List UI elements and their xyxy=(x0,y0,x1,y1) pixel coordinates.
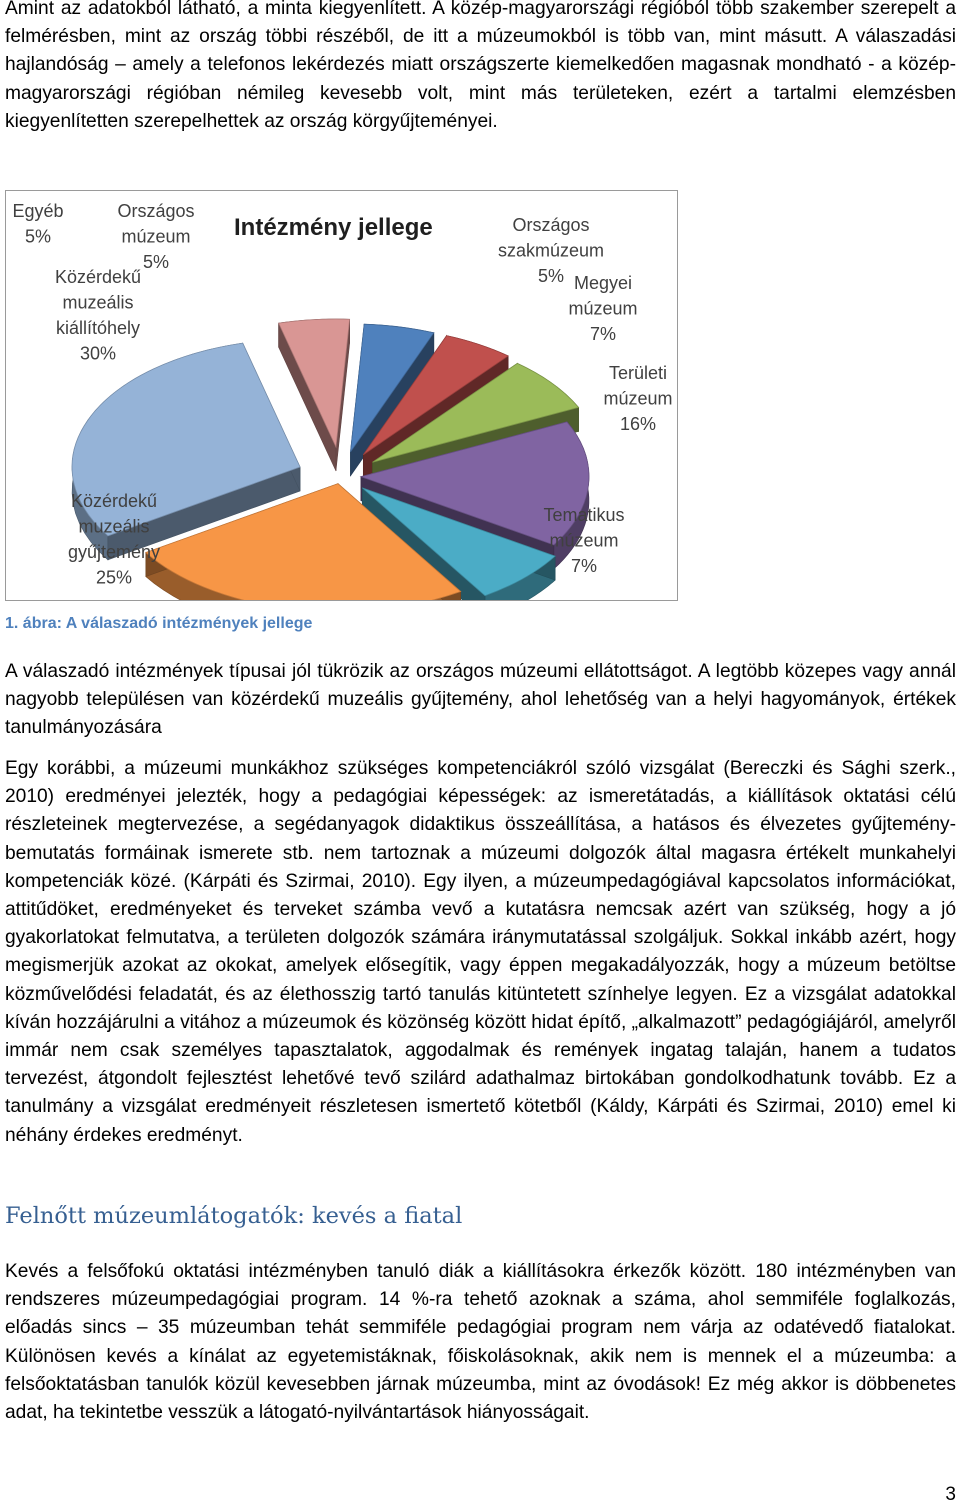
pie-slice-label: Tematikus múzeum 7% xyxy=(543,505,625,576)
section-heading: Felnőtt múzeumlátogatók: kevés a fiatal xyxy=(5,1203,463,1229)
pie-slice-label: Országos szakmúzeum 5% xyxy=(497,215,605,286)
pie-slice-label: Megyei múzeum 7% xyxy=(568,273,638,344)
intro-paragraph: Amint az adatokból látható, a minta kiegyenlített. A közép-magyarországi régióból több szakember szerepelt a felmérésben, mint az ország többi részéből, de itt a múzeumokból is több van, mint másutt. A válaszadási hajlandóság – amely a telefonos lekérdezés miatt országszerte kiemelkedően magasnak mondható - a közép-magyarországi régióban némileg kevesebb volt, mint más területeken, ezért a tartalmi elemzésben kiegyenlítetten szerepelhettek az ország körgyűjteményei. xyxy=(5,0,956,132)
pie-slice-label: Közérdekű muzeális kiállítóhely 30% xyxy=(54,267,142,364)
pie-chart xyxy=(6,191,677,600)
institution-types-paragraph: A válaszadó intézmények típusai jól tükrözik az országos múzeumi ellátottságot. A legtöbb közepes vagy annál nagyobb településen van közérdekű muzeális gyűjtemény, ahol lehetőség van a helyi hagyományok, értékek tanulmányozására xyxy=(5,661,956,739)
pie-slice-label: Országos múzeum 5% xyxy=(117,201,195,272)
competency-paragraph: Egy korábbi, a múzeumi munkákhoz szükséges kompetenciákról szóló vizsgálat (Bereczki és Sághi szerk., 2010) eredményei jelezték, hogy a pedagógiai képességek: az ismeretátadás, a kiállítások oktatási célú részleteinek megtervezése, a segédanyagok didaktikus összeállítása, a hatásos és élvezetes gyűjtemény-bemutatás formáinak ismerete stb. nem tartoznak a múzeumi dolgozók által magasra értékelt munkahelyi kompetenciák közé. (Kárpáti és Szirmai, 2010). Egy ilyen, a múzeumpedagógiával kapcsolatos információkat, attitűdöket, eredményeket és terveket számba vevő a kutatásra nemcsak azért van szükség, hogy a jó gyakorlatokat felmutatva, a területen dolgozók számára iránymutatással szolgáljuk. Sokkal inkább azért, hogy megismerjük azokat az okokat, amelyek elősegítik, vagy éppen megakadályozzák, hogy a múzeum betöltse közművelődési feladatát, és az élethosszig tartó tanulás kitüntetett színhelye legyen. Ez a vizsgálat adatokkal kíván hozzájárulni a vitához a múzeumok és közönség között hidat építő, „alkalmazott” pedagógiájáról, amelyről immár nem csak személyes tapasztalatok, aggodalmak és remények ingatag talaján, hanem a tudatos tervezést, átgondolt fejlesztést lehetővé tevő szilárd adathalmaz birtokában gondolkodhatunk tovább. Ez a tanulmány a vizsgálat eredményeit részletesen ismertető kötetből (Káldy, Kárpáti és Szirmai, 2010) emel ki néhány érdekes eredményt. xyxy=(5,758,956,1146)
young-visitors-paragraph: Kevés a felsőfokú oktatási intézményben tanuló diák a kiállításokra érkezők között. 180 intézményben van rendszeres múzeumpedagógiai program. 14 %-ra tehető azoknak a száma, ahol semmiféle foglalkozás, előadás sincs – 35 múzeumban tehát semmiféle pedagógiai program nem várja az odatévedő fiatalokat. Különösen kevés a kínálat az egyetemistáknak, főiskolásoknak, akik nem is mennek el a múzeumba: a felsőoktatásban tanulók közül kevesebben járnak múzeumba, mint az óvodások! Ez még akkor is döbbenetes adat, ha tekintetbe vesszük a látogató-nyilvántartások hiányosságait. xyxy=(5,1261,956,1424)
chart-title: Intézmény jellege xyxy=(234,214,433,241)
pie-slice-label: Területi múzeum 16% xyxy=(603,363,673,434)
pie-slice-label: Közérdekű muzeális gyűjtemény 25% xyxy=(67,491,161,588)
pie-chart-figure xyxy=(5,190,678,601)
page-number: 3 xyxy=(945,1484,956,1505)
figure-caption: 1. ábra: A válaszadó intézmények jellege xyxy=(5,615,313,632)
pie-slice-label: Egyéb 5% xyxy=(12,201,64,247)
